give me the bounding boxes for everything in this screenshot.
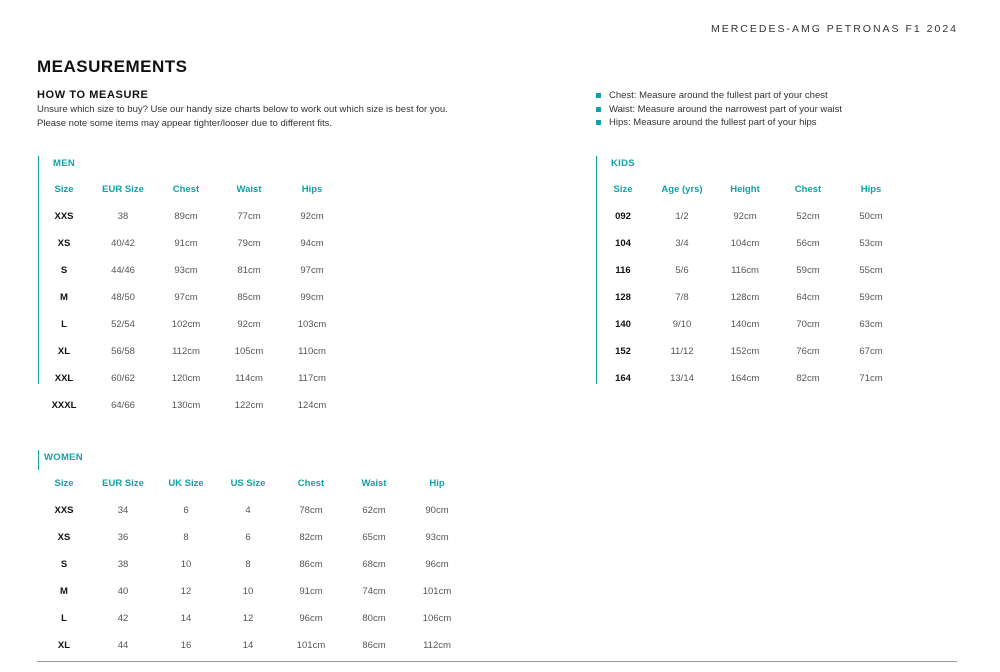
women-value-cell: 6 xyxy=(245,532,251,543)
men-value-cell: 105cm xyxy=(234,346,264,357)
kids-value-cell: 67cm xyxy=(859,346,883,357)
women-value-cell: 12 xyxy=(242,613,254,624)
women-column-header: EUR Size xyxy=(102,478,144,489)
tip-chest: Chest: Measure around the fullest part of your chest xyxy=(596,89,842,103)
men-value-cell: 124cm xyxy=(297,400,327,411)
women-value-cell: 44 xyxy=(117,640,129,651)
women-value-cell: 42 xyxy=(117,613,129,624)
brand-header: MERCEDES-AMG PETRONAS F1 2024 xyxy=(710,23,958,35)
women-value-cell: 4 xyxy=(245,505,251,516)
men-size-cell: S xyxy=(60,265,68,276)
women-table-row xyxy=(38,578,468,605)
men-value-cell: 102cm xyxy=(171,319,201,330)
women-column-header: Chest xyxy=(297,478,325,489)
men-value-cell: 89cm xyxy=(174,211,198,222)
women-table-row xyxy=(38,497,468,524)
women-value-cell: 80cm xyxy=(362,613,386,624)
men-column-header: EUR Size xyxy=(102,184,144,195)
kids-size-cell: 152 xyxy=(615,346,631,357)
women-size-cell: XL xyxy=(57,640,71,651)
women-value-cell: 65cm xyxy=(362,532,386,543)
kids-table-row xyxy=(596,365,902,392)
kids-value-cell: 52cm xyxy=(796,211,820,222)
kids-value-cell: 63cm xyxy=(859,319,883,330)
kids-value-cell: 104cm xyxy=(730,238,760,249)
women-value-cell: 101cm xyxy=(296,640,326,651)
men-column-header: Hips xyxy=(301,184,323,195)
men-header-row xyxy=(38,176,342,203)
men-table-row xyxy=(38,392,342,419)
kids-value-cell: 55cm xyxy=(859,265,883,276)
women-title: WOMEN xyxy=(44,452,83,463)
men-value-cell: 56/58 xyxy=(111,346,135,357)
kids-column-header: Age (yrs) xyxy=(661,184,703,195)
intro-line-1: Unsure which size to buy? Use our handy size charts below to work out which size is best for you. xyxy=(37,104,448,115)
kids-value-cell: 152cm xyxy=(730,346,760,357)
women-value-cell: 90cm xyxy=(425,505,449,516)
women-value-cell: 8 xyxy=(183,532,189,543)
women-accent-line xyxy=(38,450,39,470)
intro-text xyxy=(37,103,448,131)
men-value-cell: 85cm xyxy=(237,292,261,303)
women-value-cell: 86cm xyxy=(299,559,323,570)
men-value-cell: 81cm xyxy=(237,265,261,276)
men-table-row xyxy=(38,338,342,365)
kids-size-cell: 104 xyxy=(615,238,631,249)
men-value-cell: 92cm xyxy=(237,319,261,330)
kids-table-row xyxy=(596,338,902,365)
men-size-cell: XXL xyxy=(54,373,74,384)
women-table-row xyxy=(38,605,468,632)
men-value-cell: 38 xyxy=(117,211,129,222)
kids-size-cell: 128 xyxy=(615,292,631,303)
women-value-cell: 82cm xyxy=(299,532,323,543)
women-header-row xyxy=(38,470,468,497)
women-value-cell: 74cm xyxy=(362,586,386,597)
men-table-row xyxy=(38,257,342,284)
women-value-cell: 93cm xyxy=(425,532,449,543)
women-size-cell: XXS xyxy=(54,505,74,516)
kids-size-cell: 140 xyxy=(615,319,631,330)
kids-size-chart xyxy=(596,156,916,396)
kids-value-cell: 164cm xyxy=(730,373,760,384)
women-value-cell: 16 xyxy=(180,640,192,651)
women-column-header: Hip xyxy=(429,478,445,489)
women-value-cell: 96cm xyxy=(299,613,323,624)
kids-table-row xyxy=(596,230,902,257)
kids-size-cell: 092 xyxy=(615,211,631,222)
men-value-cell: 122cm xyxy=(234,400,264,411)
men-value-cell: 97cm xyxy=(174,292,198,303)
women-value-cell: 8 xyxy=(245,559,251,570)
kids-value-cell: 13/14 xyxy=(670,373,694,384)
men-size-cell: XXXL xyxy=(51,400,77,411)
kids-size-cell: 116 xyxy=(615,265,631,276)
men-size-cell: L xyxy=(61,319,67,330)
tip-hips: Hips: Measure around the fullest part of your hips xyxy=(596,116,842,130)
men-table-row xyxy=(38,284,342,311)
kids-value-cell: 59cm xyxy=(796,265,820,276)
bottom-divider xyxy=(37,661,957,662)
intro-line-2: Please note some items may appear tighter/looser due to different fits. xyxy=(37,118,333,129)
kids-value-cell: 1/2 xyxy=(675,211,689,222)
kids-value-cell: 140cm xyxy=(730,319,760,330)
kids-value-cell: 70cm xyxy=(796,319,820,330)
women-value-cell: 101cm xyxy=(422,586,452,597)
kids-table-row xyxy=(596,311,902,338)
women-value-cell: 91cm xyxy=(299,586,323,597)
kids-value-cell: 64cm xyxy=(796,292,820,303)
men-value-cell: 99cm xyxy=(300,292,324,303)
women-value-cell: 78cm xyxy=(299,505,323,516)
men-column-header: Size xyxy=(54,184,74,195)
men-size-chart xyxy=(38,156,358,416)
women-value-cell: 112cm xyxy=(423,640,451,651)
women-table xyxy=(38,470,468,659)
women-table-row xyxy=(38,551,468,578)
women-size-chart xyxy=(38,450,478,660)
kids-column-header: Height xyxy=(730,184,760,195)
kids-size-cell: 164 xyxy=(615,373,631,384)
women-size-cell: M xyxy=(60,586,68,597)
men-size-cell: XXS xyxy=(54,211,74,222)
women-value-cell: 10 xyxy=(242,586,254,597)
kids-column-header: Size xyxy=(613,184,633,195)
women-column-header: Size xyxy=(54,478,74,489)
kids-value-cell: 50cm xyxy=(859,211,883,222)
kids-value-cell: 53cm xyxy=(859,238,883,249)
men-value-cell: 112cm xyxy=(172,346,200,357)
women-value-cell: 96cm xyxy=(425,559,449,570)
men-value-cell: 60/62 xyxy=(111,373,135,384)
kids-value-cell: 76cm xyxy=(796,346,820,357)
kids-value-cell: 92cm xyxy=(733,211,757,222)
page-title: MEASUREMENTS xyxy=(37,57,188,76)
men-table-row xyxy=(38,203,342,230)
women-table-row xyxy=(38,632,468,659)
men-value-cell: 130cm xyxy=(171,400,201,411)
kids-value-cell: 11/12 xyxy=(670,346,694,357)
women-value-cell: 86cm xyxy=(362,640,386,651)
women-value-cell: 62cm xyxy=(362,505,386,516)
men-size-cell: M xyxy=(60,292,68,303)
men-value-cell: 103cm xyxy=(297,319,327,330)
women-value-cell: 10 xyxy=(180,559,192,570)
kids-column-header: Hips xyxy=(860,184,882,195)
men-value-cell: 44/46 xyxy=(111,265,135,276)
men-table-row xyxy=(38,311,342,338)
women-size-cell: L xyxy=(61,613,67,624)
women-size-cell: XS xyxy=(57,532,71,543)
men-table-row xyxy=(38,365,342,392)
kids-value-cell: 7/8 xyxy=(675,292,689,303)
women-size-cell: S xyxy=(60,559,68,570)
women-value-cell: 106cm xyxy=(422,613,452,624)
kids-value-cell: 3/4 xyxy=(675,238,689,249)
women-table-row xyxy=(38,524,468,551)
kids-value-cell: 128cm xyxy=(730,292,760,303)
men-value-cell: 91cm xyxy=(174,238,198,249)
kids-column-header: Chest xyxy=(794,184,822,195)
kids-value-cell: 116cm xyxy=(731,265,759,276)
men-table-row xyxy=(38,230,342,257)
men-value-cell: 120cm xyxy=(171,373,201,384)
women-column-header: Waist xyxy=(361,478,387,489)
how-to-measure-heading: HOW TO MEASURE xyxy=(37,89,149,101)
women-value-cell: 36 xyxy=(117,532,129,543)
men-value-cell: 48/50 xyxy=(111,292,135,303)
men-value-cell: 64/66 xyxy=(111,400,135,411)
kids-value-cell: 9/10 xyxy=(672,319,692,330)
kids-value-cell: 5/6 xyxy=(675,265,689,276)
men-value-cell: 52/54 xyxy=(111,319,135,330)
men-value-cell: 117cm xyxy=(298,373,326,384)
kids-title: KIDS xyxy=(611,158,635,169)
kids-table xyxy=(596,176,902,392)
men-column-header: Chest xyxy=(172,184,200,195)
kids-value-cell: 56cm xyxy=(796,238,820,249)
kids-value-cell: 59cm xyxy=(859,292,883,303)
men-value-cell: 77cm xyxy=(237,211,261,222)
women-column-header: US Size xyxy=(230,478,266,489)
men-value-cell: 114cm xyxy=(235,373,263,384)
women-value-cell: 6 xyxy=(183,505,189,516)
men-column-header: Waist xyxy=(236,184,262,195)
kids-value-cell: 71cm xyxy=(859,373,883,384)
women-value-cell: 12 xyxy=(180,586,192,597)
men-value-cell: 97cm xyxy=(300,265,324,276)
men-table xyxy=(38,176,342,419)
men-size-cell: XS xyxy=(57,238,71,249)
kids-value-cell: 82cm xyxy=(796,373,820,384)
women-value-cell: 14 xyxy=(180,613,192,624)
men-value-cell: 110cm xyxy=(298,346,326,357)
men-title: MEN xyxy=(53,158,76,169)
men-value-cell: 79cm xyxy=(237,238,261,249)
kids-table-row xyxy=(596,257,902,284)
men-value-cell: 92cm xyxy=(300,211,324,222)
women-column-header: UK Size xyxy=(168,478,204,489)
women-value-cell: 14 xyxy=(242,640,254,651)
kids-header-row xyxy=(596,176,902,203)
men-size-cell: XL xyxy=(57,346,71,357)
women-value-cell: 34 xyxy=(117,505,129,516)
tip-waist: Waist: Measure around the narrowest part of your waist xyxy=(596,103,842,117)
men-value-cell: 93cm xyxy=(174,265,198,276)
kids-table-row xyxy=(596,284,902,311)
men-value-cell: 94cm xyxy=(300,238,324,249)
women-value-cell: 38 xyxy=(117,559,129,570)
women-value-cell: 68cm xyxy=(362,559,386,570)
measure-tips-list xyxy=(596,89,842,130)
women-value-cell: 40 xyxy=(117,586,129,597)
men-value-cell: 40/42 xyxy=(111,238,135,249)
kids-table-row xyxy=(596,203,902,230)
